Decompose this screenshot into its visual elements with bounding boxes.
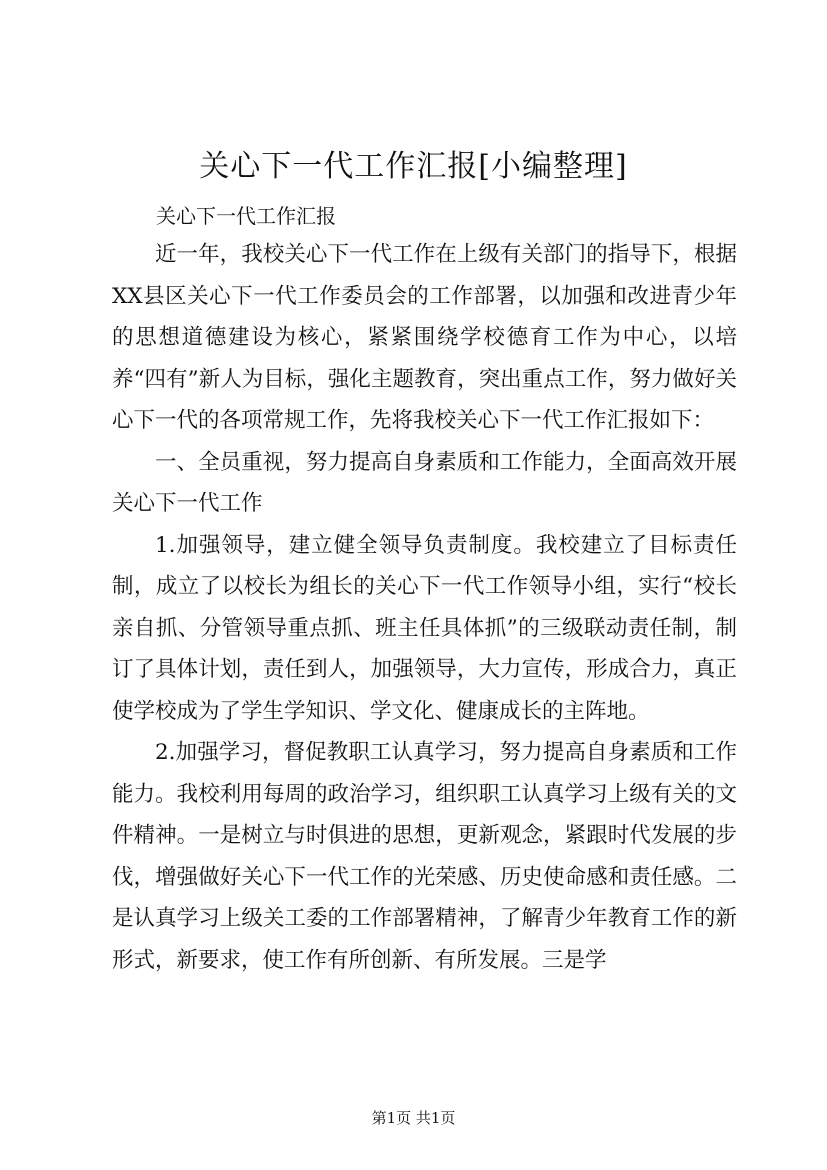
document-title: 关心下一代工作汇报[小编整理]: [199, 149, 628, 184]
document-body: [112, 234, 737, 981]
paragraph: 近一年，我校关心下一代工作在上级有关部门的指导下，根据XX县区关心下一代工作委员会的工作部署，以加强和改进青少年的思想道德建设为核心，紧紧围绕学校德育工作为中心，以培养“四有”新人为目标，强化主题教育，突出重点工作，努力做好关心下一代的各项常规工作，先将我校关心下一代工作汇报如下：: [112, 242, 737, 433]
section-heading: 一、全员重视，努力提高自身素质和工作能力，全面高效开展关心下一代工作: [112, 449, 737, 516]
paragraph: 2.加强学习，督促教职工认真学习，努力提高自身素质和工作能力。我校利用每周的政治学习，组织职工认真学习上级有关的文件精神。一是树立与时俱进的思想，更新观念，紧跟时代发展的步伐，增强做好关心下一代工作的光荣感、历史使命感和责任感。二是认真学习上级关工委的工作部署精神，了解青少年教育工作的新形式，新要求，使工作有所创新、有所发展。三是学: [112, 740, 737, 973]
page-footer: 第1页 共1页: [371, 1109, 456, 1127]
document-subtitle: 关心下一代工作汇报: [156, 204, 336, 228]
paragraph: 1.加强领导，建立健全领导负责制度。我校建立了目标责任制，成立了以校长为组长的关心下一代工作领导小组，实行“校长亲自抓、分管领导重点抓、班主任具体抓”的三级联动责任制，制订了具体计划，责任到人，加强领导，大力宣传，形成合力，真正使学校成为了学生学知识、学文化、健康成长的主阵地。: [112, 532, 737, 724]
